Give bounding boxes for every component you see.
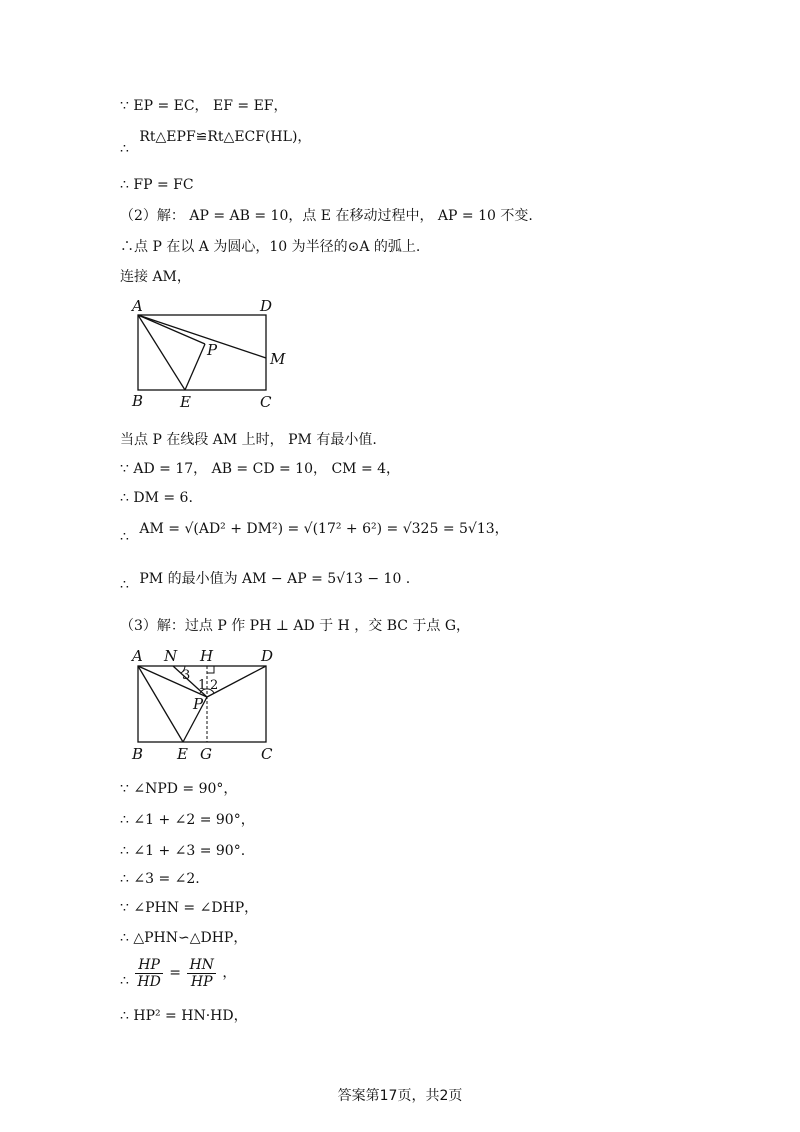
part3-line-hp-squared: ∴ HP² = HN·HD，: [120, 1008, 248, 1024]
part3-line-npd: ∵ ∠NPD = 90°，: [120, 781, 238, 797]
part2-intro: （2）解： AP = AB = 10，点 E 在移动过程中， AP = 10 不变.: [120, 208, 533, 224]
frac-denominator: HP: [190, 973, 213, 990]
label-a: A: [132, 647, 143, 665]
label-b: B: [132, 745, 144, 763]
am-formula: AM = √(AD² + DM²) = √(17² + 6²) = √325 = 5√13，: [139, 521, 509, 537]
part2-am-calc: [120, 520, 509, 545]
part2-min-condition: 当点 P 在线段 AM 上时， PM 有最小值.: [120, 432, 377, 448]
label-c: C: [260, 393, 272, 410]
segment-pe: [185, 344, 205, 390]
part3-line-similar: ∴ △PHN∽△DHP，: [120, 930, 248, 946]
congruence-statement: Rt△EPF≌Rt△ECF(HL)，: [139, 129, 312, 145]
part3-line-sum13: ∴ ∠1 + ∠3 = 90°.: [120, 843, 246, 859]
pm-min-statement: PM 的最小值为 AM − AP = 5√13 − 10 .: [139, 571, 411, 587]
frac-numerator: HN: [189, 956, 214, 973]
proof-line-1: ∵ EP = EC， EF = EF，: [120, 98, 288, 114]
label-n: N: [164, 647, 178, 665]
page-footer: 答案第17页，共2页: [337, 1088, 463, 1104]
part3-line-phn: ∵ ∠PHN = ∠DHP，: [120, 900, 259, 916]
label-b: B: [132, 392, 144, 410]
part3-intro: （3）解：过点 P 作 PH ⊥ AD 于 H ，交 BC 于点 G，: [120, 618, 471, 634]
part2-dm: ∴ DM = 6.: [120, 490, 193, 506]
proof-line-2-conclusion: [120, 128, 312, 157]
label-p: P: [193, 695, 204, 713]
segment-ae: [138, 315, 185, 390]
label-angle-3: 3: [182, 668, 191, 683]
label-c: C: [261, 745, 273, 763]
label-p: P: [207, 341, 218, 359]
equals-sign: =: [169, 965, 181, 981]
label-e: E: [177, 745, 188, 763]
right-angle-mark-h: [207, 666, 214, 673]
label-h: H: [200, 647, 214, 665]
therefore-symbol: ∴: [120, 529, 129, 545]
label-g: G: [200, 745, 212, 763]
fraction-hp-hd: [135, 957, 162, 990]
part3-line-sum12: ∴ ∠1 + ∠2 = 90°，: [120, 812, 255, 828]
frac-numerator: HP: [135, 957, 162, 974]
label-d: D: [260, 297, 273, 315]
segment-ap: [138, 666, 207, 697]
segment-ae: [138, 666, 183, 742]
fraction-hn-hp: [187, 957, 215, 990]
part3-line-angle-eq: ∴ ∠3 = ∠2.: [120, 871, 200, 887]
therefore-symbol: ∴: [120, 141, 129, 157]
part2-given-lengths: ∵ AD = 17， AB = CD = 10， CM = 4，: [120, 461, 401, 477]
label-a: A: [132, 297, 143, 315]
part2-arc-statement: ∴点 P 在以 A 为圆心，10 为半径的⊙A 的弧上.: [120, 239, 421, 255]
segment-ap: [138, 315, 205, 344]
therefore-symbol: ∴: [120, 577, 129, 593]
label-m: M: [270, 350, 286, 368]
therefore-symbol: ∴: [120, 973, 129, 989]
frac-denominator: HD: [137, 973, 161, 990]
label-d: D: [261, 647, 274, 665]
label-angle-2: 2: [210, 678, 219, 693]
part2-connect-am: 连接 AM，: [120, 269, 191, 285]
proof-line-3: ∴ FP = FC: [120, 177, 194, 193]
figure-2-rectangle: [125, 645, 305, 765]
trailing-comma: ，: [222, 965, 237, 981]
label-angle-1: 1: [198, 678, 207, 693]
figure-1-rectangle: [125, 295, 305, 410]
part3-line-ratio: [120, 955, 236, 991]
part2-pm-min: [120, 570, 411, 593]
label-e: E: [180, 393, 191, 410]
